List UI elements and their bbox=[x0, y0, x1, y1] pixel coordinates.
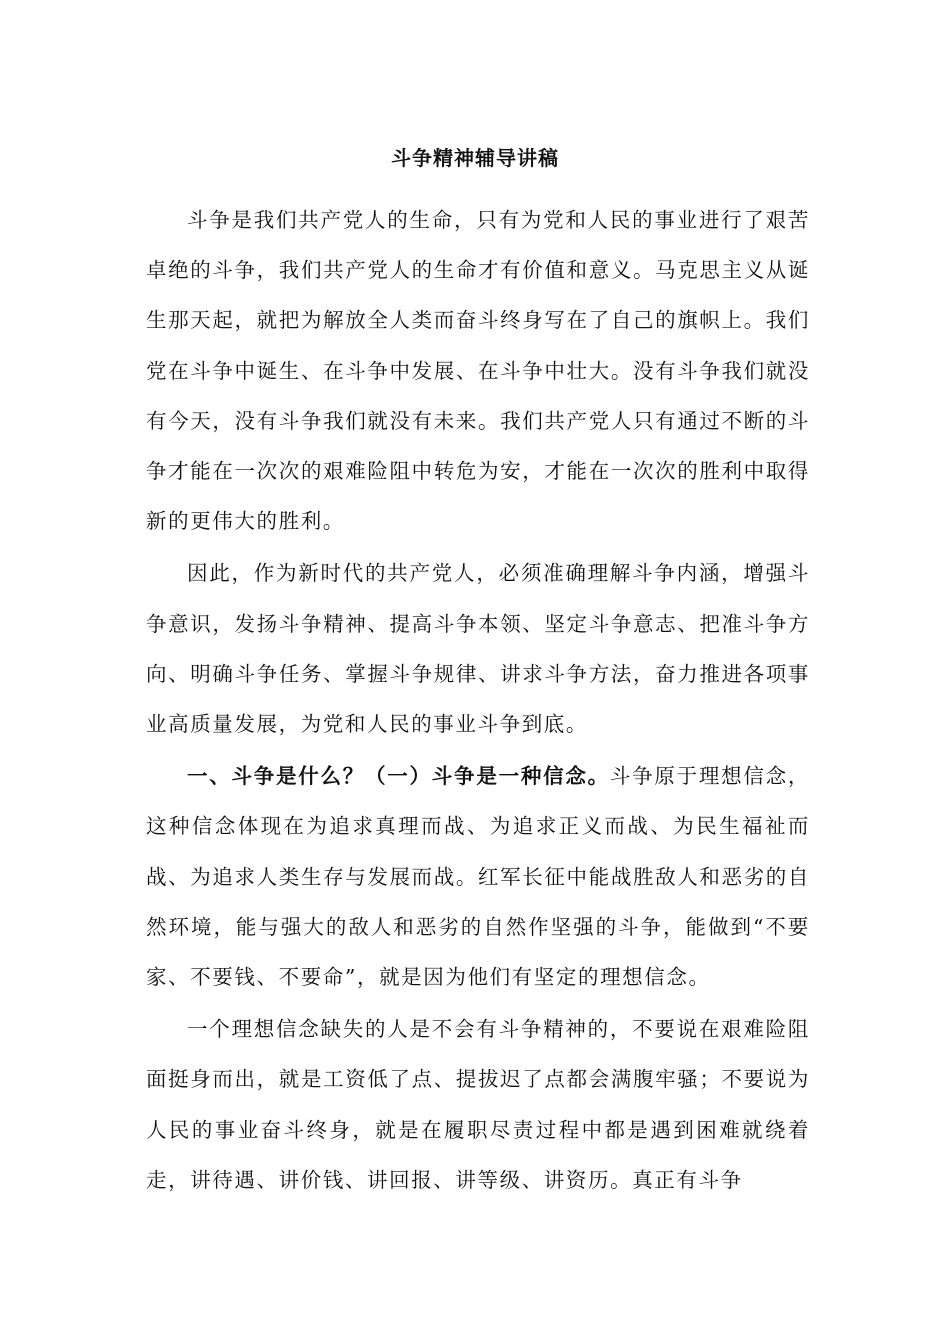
paragraph-1-text: 斗争是我们共产党人的生命，只有为党和人民的事业进行了艰苦卓绝的斗争，我们共产党人的生命才有价值和意义。马克思主义从诞生那天起，就把为解放全人类而奋斗终身写在了自己的旗帜上。我们党在斗争中诞生、在斗争中发展、在斗争中壮大。没有斗争我们就没有今天，没有斗争我们就没有未来。我们共产党人只有通过不断的斗争才能在一次次的艰难险阻中转危为安，才能在一次次的胜利中取得新的更伟大的胜利。 bbox=[146, 208, 810, 534]
paragraph-4 bbox=[146, 1004, 810, 1205]
paragraph-1 bbox=[146, 195, 810, 546]
document-body bbox=[146, 195, 810, 1206]
paragraph-3 bbox=[146, 751, 810, 1002]
paragraph-2 bbox=[146, 548, 810, 749]
paragraph-4-text: 一个理想信念缺失的人是不会有斗争精神的，不要说在艰难险阻面挺身而出，就是工资低了点、提拔迟了点都会满腹牢骚；不要说为人民的事业奋斗终身，就是在履职尽责过程中都是遇到困难就绕着走，讲待遇、讲价钱、讲回报、讲等级、讲资历。真正有斗争 bbox=[146, 1017, 810, 1192]
paragraph-3-text: 斗争原于理想信念，这种信念体现在为追求真理而战、为追求正义而战、为民生福祉而战、为追求人类生存与发展而战。红军长征中能战胜敌人和恶劣的自然环境，能与强大的敌人和恶劣的自然作坚强的斗争，能做到“不要家、不要钱、不要命”，就是因为他们有坚定的理想信念。 bbox=[146, 764, 810, 990]
paragraph-2-text: 因此，作为新时代的共产党人，必须准确理解斗争内涵，增强斗争意识，发扬斗争精神、提高斗争本领、坚定斗争意志、把准斗争方向、明确斗争任务、掌握斗争规律、讲求斗争方法，奋力推进各项事业高质量发展，为党和人民的事业斗争到底。 bbox=[146, 561, 810, 737]
section-heading: 一、斗争是什么？（一）斗争是一种信念。 bbox=[187, 764, 610, 789]
document-title: 斗争精神辅导讲稿 bbox=[391, 146, 559, 170]
